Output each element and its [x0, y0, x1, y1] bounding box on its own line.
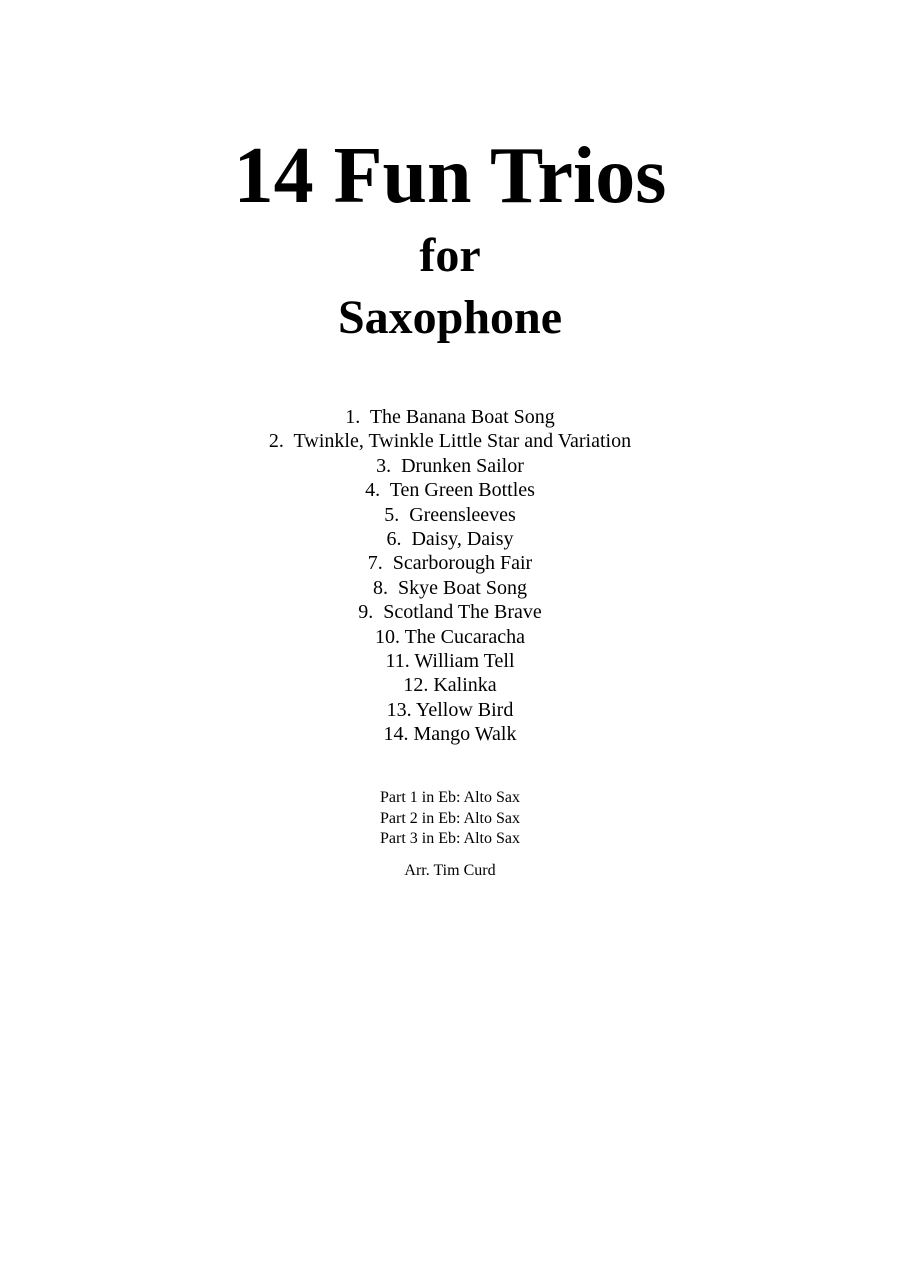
song-item: 5. Greensleeves [384, 503, 516, 526]
song-item: 14. Mango Walk [383, 723, 517, 746]
song-item: 4. Ten Green Bottles [365, 479, 535, 502]
song-item: 9. Scotland The Brave [358, 601, 542, 624]
song-item: 12. Kalinka [403, 674, 497, 697]
song-item: 6. Daisy, Daisy [386, 528, 514, 551]
song-item: 10. The Cucaracha [374, 625, 526, 648]
page-title: 14 Fun Trios [233, 132, 667, 220]
subtitle-instrument: Saxophone [337, 291, 563, 344]
part-item: Part 2 in Eb: Alto Sax [380, 809, 520, 827]
song-item: 1. The Banana Boat Song [345, 406, 555, 428]
song-item: 7. Scarborough Fair [367, 552, 533, 575]
song-item: 11. William Tell [385, 650, 515, 673]
parts-list [0, 788, 900, 850]
song-item: 13. Yellow Bird [386, 698, 514, 721]
song-item: 8. Skye Boat Song [373, 576, 527, 599]
song-item: 3. Drunken Sailor [376, 454, 524, 477]
subtitle-for: for [419, 229, 481, 282]
part-item: Part 3 in Eb: Alto Sax [380, 830, 520, 847]
part-item: Part 1 in Eb: Alto Sax [380, 789, 520, 806]
song-list [0, 405, 900, 747]
song-item: 2. Twinkle, Twinkle Little Star and Variation [268, 430, 632, 453]
arranger-credit: Arr. Tim Curd [404, 862, 496, 879]
